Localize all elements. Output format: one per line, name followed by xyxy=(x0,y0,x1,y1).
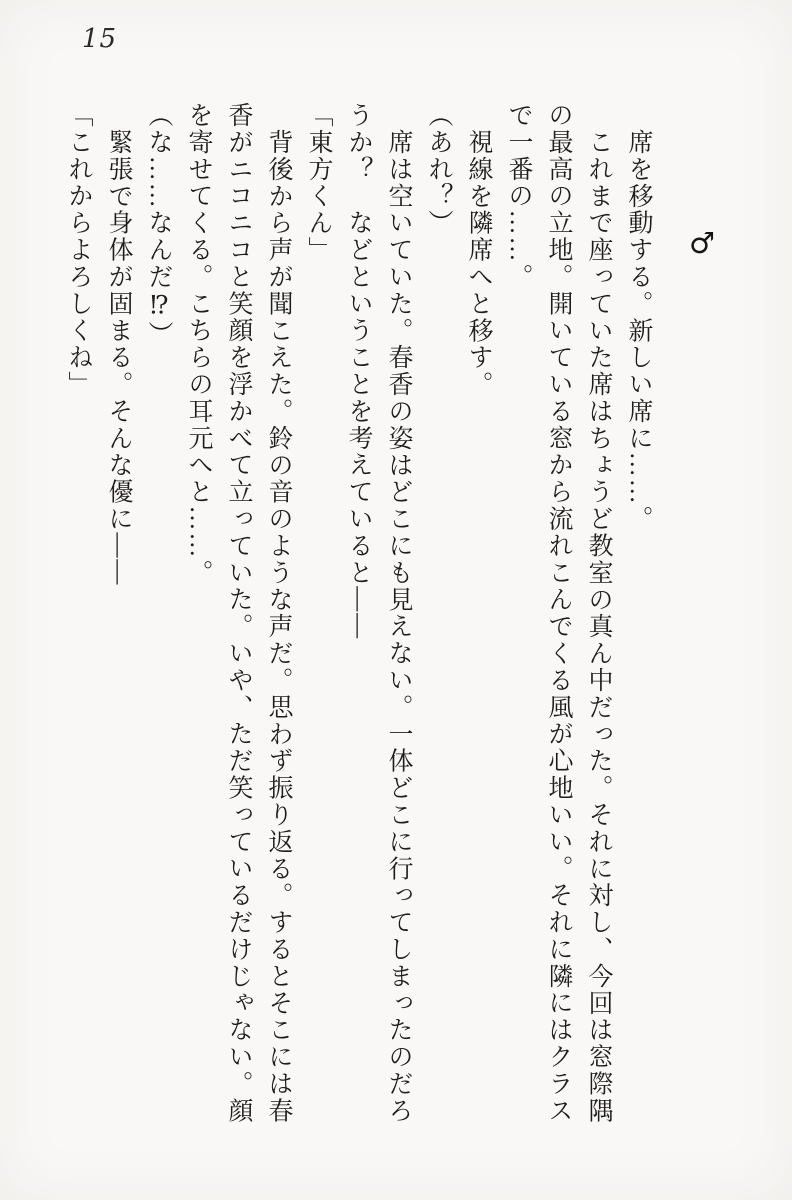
text-column: の最高の立地。開いている窓から流れこんでくる風が心地いい。それに隣にはクラス xyxy=(545,102,572,1125)
text-column: 緊張で身体が固まる。そんな優に―― xyxy=(105,129,132,587)
text-column: で一番の……。 xyxy=(505,102,532,291)
text-column: 「これからよろしくね」 xyxy=(65,102,92,398)
text-column: 背後から声が聞こえた。鈴の音のような声だ。思わず振り返る。するとそこには春 xyxy=(265,129,292,1125)
text-column: 席を移動する。新しい席に……。 xyxy=(625,129,652,533)
page-number: 15 xyxy=(82,24,118,54)
male-symbol: ♂ xyxy=(689,226,715,260)
text-column: を寄せてくる。こちらの耳元へと……。 xyxy=(185,102,212,587)
text-column: 席は空いていた。春香の姿はどこにも見えない。一体どこに行ってしまったのだろ xyxy=(385,129,412,1125)
text-column: これまで座っていた席はちょうど教室の真ん中だった。それに対し、今回は窓際隅 xyxy=(585,129,612,1125)
text-column: うか？ などということを考えていると―― xyxy=(345,102,372,640)
text-column: 視線を隣席へと移す。 xyxy=(465,129,492,398)
text-column: 「東方くん」 xyxy=(305,102,332,264)
text-column: （な……なんだ⁉） xyxy=(145,102,172,349)
text-column: 香がニコニコと笑顔を浮かべて立っていた。いや、ただ笑っているだけじゃない。顔 xyxy=(225,102,252,1125)
text-column: （あれ？） xyxy=(425,102,452,237)
